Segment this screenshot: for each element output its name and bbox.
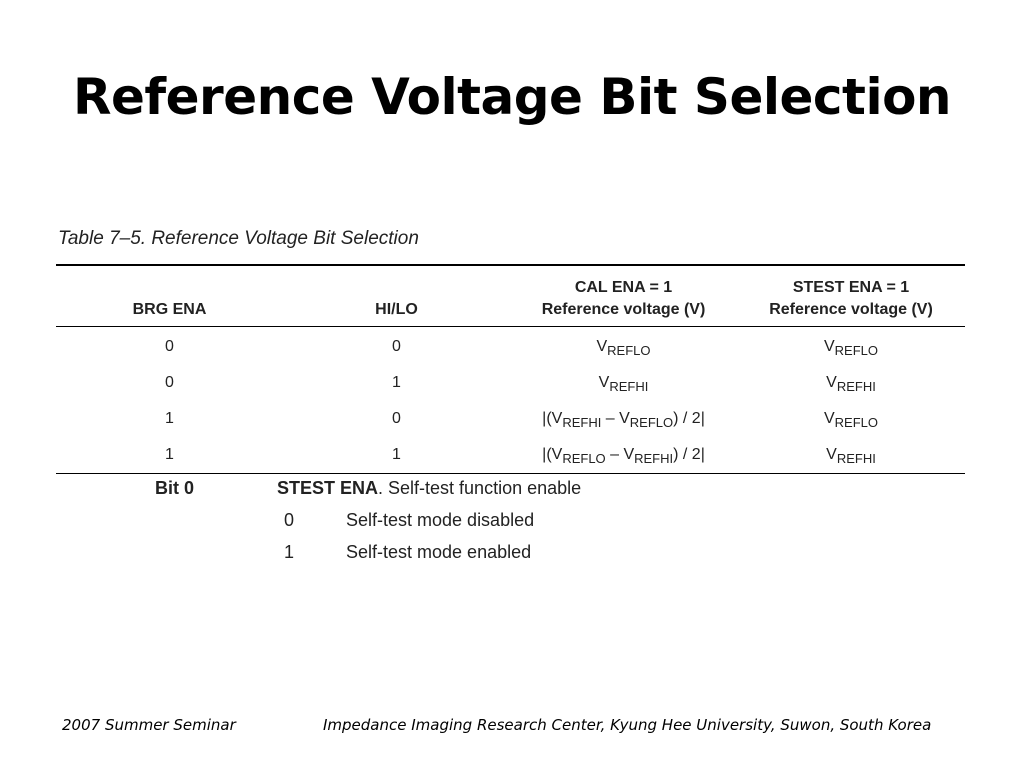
- bit-option-text: Self-test mode enabled: [346, 542, 532, 562]
- cell-stest-voltage: $V_{REFLO}$: [823, 410, 878, 430]
- bit-option-text: Self-test mode disabled: [346, 510, 535, 530]
- bit-option: [284, 542, 531, 563]
- table-row: [56, 327, 965, 366]
- slide-title: Reference Voltage Bit Selection: [72, 68, 952, 126]
- header-hi-lo: HI/LO: [375, 301, 418, 318]
- cell-hi-lo: 1: [392, 374, 401, 391]
- cell-stest-voltage: $V_{REFHI}$: [826, 446, 876, 466]
- table-row: [56, 401, 965, 437]
- cell-hi-lo: 0: [392, 410, 401, 427]
- bit-option-value: 0: [284, 510, 295, 530]
- header-brg-ena: BRG ENA: [132, 301, 207, 318]
- table-row: [56, 365, 965, 401]
- cell-brg-ena: 1: [165, 410, 174, 427]
- header-stest-ena: [737, 265, 965, 327]
- cell-stest-voltage: $V_{REFHI}$: [826, 374, 876, 394]
- table-caption: Table 7–5. Reference Voltage Bit Selection: [58, 228, 419, 249]
- cell-hi-lo: 0: [392, 338, 401, 355]
- bit-name: STEST ENA: [277, 478, 379, 498]
- header-stest-ena-line2: Reference voltage (V): [769, 301, 933, 318]
- cell-cal-voltage: $|(V_{REFHI} - V_{REFLO}) / 2|$: [542, 410, 705, 430]
- cell-brg-ena: 0: [165, 374, 174, 391]
- footer-institution: Impedance Imaging Research Center, Kyung Hee University, Suwon, South Korea: [323, 716, 932, 734]
- table-row: [56, 437, 965, 474]
- bit-function: . Self-test function enable: [378, 478, 582, 498]
- reference-voltage-table: [56, 264, 965, 474]
- cell-brg-ena: 1: [165, 446, 174, 463]
- cell-cal-voltage: $V_{REFHI}$: [598, 374, 649, 394]
- bit-description: [277, 478, 581, 499]
- header-cal-ena-line2: Reference voltage (V): [541, 301, 706, 318]
- cell-brg-ena: 0: [165, 338, 174, 355]
- bit-option: [284, 510, 534, 531]
- bit-option-value: 1: [284, 542, 295, 562]
- header-cal-ena-line1: CAL ENA = 1: [574, 279, 673, 296]
- table-header-row: [56, 265, 965, 327]
- cell-stest-voltage: $V_{REFLO}$: [823, 338, 878, 358]
- cell-cal-voltage: $|(V_{REFLO} - V_{REFHI}) / 2|$: [542, 446, 705, 466]
- cell-cal-voltage: $V_{REFLO}$: [596, 338, 651, 358]
- header-stest-ena-line1: STEST ENA = 1: [792, 279, 910, 296]
- header-cal-ena: [510, 265, 737, 327]
- cell-hi-lo: 1: [392, 446, 401, 463]
- bit-label: Bit 0: [155, 478, 195, 498]
- footer-seminar: 2007 Summer Seminar: [62, 716, 236, 734]
